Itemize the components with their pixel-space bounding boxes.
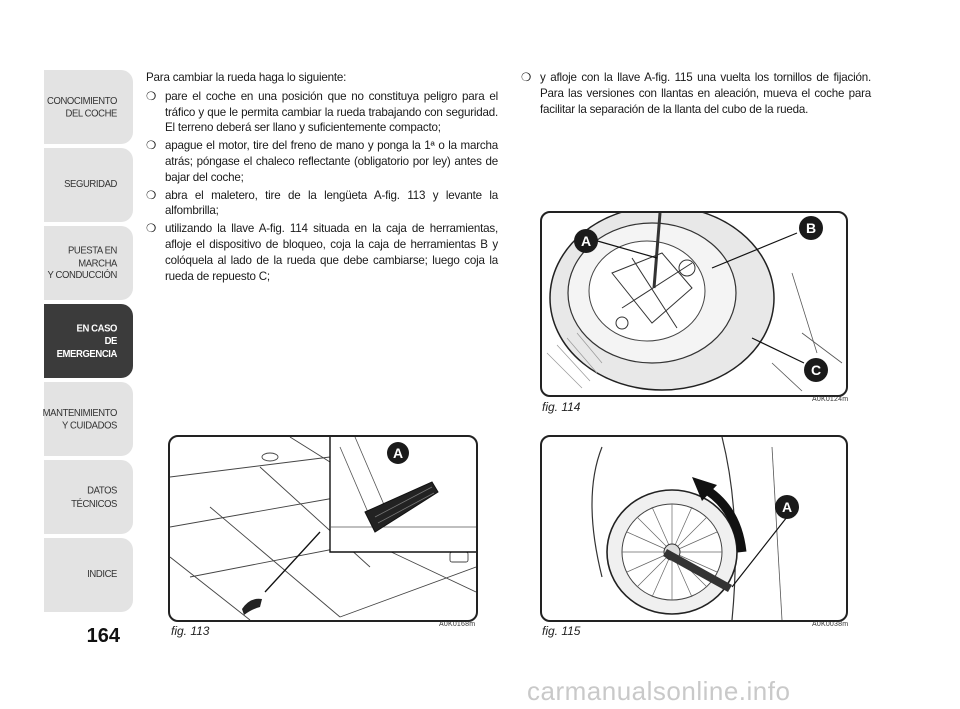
tab-line: CONOCIMIENTO xyxy=(47,94,117,107)
bullet-icon: ❍ xyxy=(146,188,157,202)
callout-a: A xyxy=(775,495,799,519)
instruction-item: ❍ pare el coche en una posición que no constituya peligro para el tráfico y que le permita cambiar la rueda trabajando con seguridad. El terreno deberá ser llano y suficientemente compacto; xyxy=(146,89,498,135)
tab-line: DEL COCHE xyxy=(65,106,117,119)
trunk-floor-illustration xyxy=(170,437,476,620)
sidebar-tab-seguridad[interactable] xyxy=(44,148,133,222)
sidebar-tab-datos-tecnicos[interactable] xyxy=(44,460,133,534)
bullet-icon: ❍ xyxy=(146,89,157,103)
sidebar-tab-conocimiento[interactable] xyxy=(44,70,133,144)
bullet-icon: ❍ xyxy=(521,71,532,84)
figure-caption: fig. 114 xyxy=(542,400,581,414)
instruction-item: ❍ y afloje con la llave A-fig. 115 una vuelta los tornillos de fijación. Para las versiones con llantas en aleación, mueva el coche para facilitar la separación de la llanta del cubo de la rueda. xyxy=(521,71,871,116)
sidebar-tab-emergencia[interactable] xyxy=(44,304,133,378)
tab-line: INDICE xyxy=(87,568,117,581)
tab-line: DE EMERGENCIA xyxy=(56,334,117,360)
sidebar-tab-mantenimiento[interactable] xyxy=(44,382,133,456)
tab-line: DATOS TÉCNICOS xyxy=(71,484,117,510)
callout-c: C xyxy=(804,358,828,382)
figure-code: A0K0124m xyxy=(812,396,849,403)
callout-b: B xyxy=(799,216,823,240)
figure-114 xyxy=(540,211,848,397)
callout-a: A xyxy=(387,442,409,464)
left-text-column xyxy=(146,70,498,284)
instruction-item: ❍ utilizando la llave A-fig. 114 situada en la caja de herramientas, afloje el dispositivo de bloqueo, coja la caja de herramientas B y colóquela al lado de la rueda que debe cambiarse; luego coja la rueda de repuesto C; xyxy=(146,222,498,283)
bullet-icon: ❍ xyxy=(146,139,157,153)
tab-line: EN CASO xyxy=(76,322,117,335)
watermark: carmanualsonline.info xyxy=(527,676,791,706)
tab-line: Y CONDUCCIÓN xyxy=(47,268,117,281)
tab-line: MANTENIMIENTO xyxy=(42,406,117,419)
tab-line: Y CUIDADOS xyxy=(62,418,117,431)
sidebar-tab-indice[interactable] xyxy=(44,538,133,612)
figure-caption: fig. 115 xyxy=(542,624,581,638)
figure-code: A0K0168m xyxy=(439,621,476,628)
tab-line: SEGURIDAD xyxy=(64,178,117,191)
figure-caption: fig. 113 xyxy=(171,624,210,638)
intro-text: Para cambiar la rueda haga lo siguiente: xyxy=(146,71,347,84)
instruction-item: ❍ abra el maletero, tire de la lengüeta A-fig. 113 y levante la alfombrilla; xyxy=(146,188,498,218)
figure-115 xyxy=(540,435,848,622)
figure-113 xyxy=(168,435,478,622)
instruction-item: ❍ apague el motor, tire del freno de mano y ponga la 1ª o la marcha atrás; póngase el chaleco reflectante (obligatorio por ley) antes de bajar del coche; xyxy=(146,139,498,184)
page-number: 164 xyxy=(86,625,120,647)
figure-code: A0K0038m xyxy=(812,621,849,628)
sidebar-tab-puesta-en-marcha[interactable] xyxy=(44,226,133,300)
bullet-icon: ❍ xyxy=(146,222,157,236)
right-text-column xyxy=(521,70,871,117)
wheel-bolts-illustration xyxy=(542,437,846,620)
tab-line: PUESTA EN MARCHA xyxy=(67,244,117,270)
callout-a: A xyxy=(574,229,598,253)
